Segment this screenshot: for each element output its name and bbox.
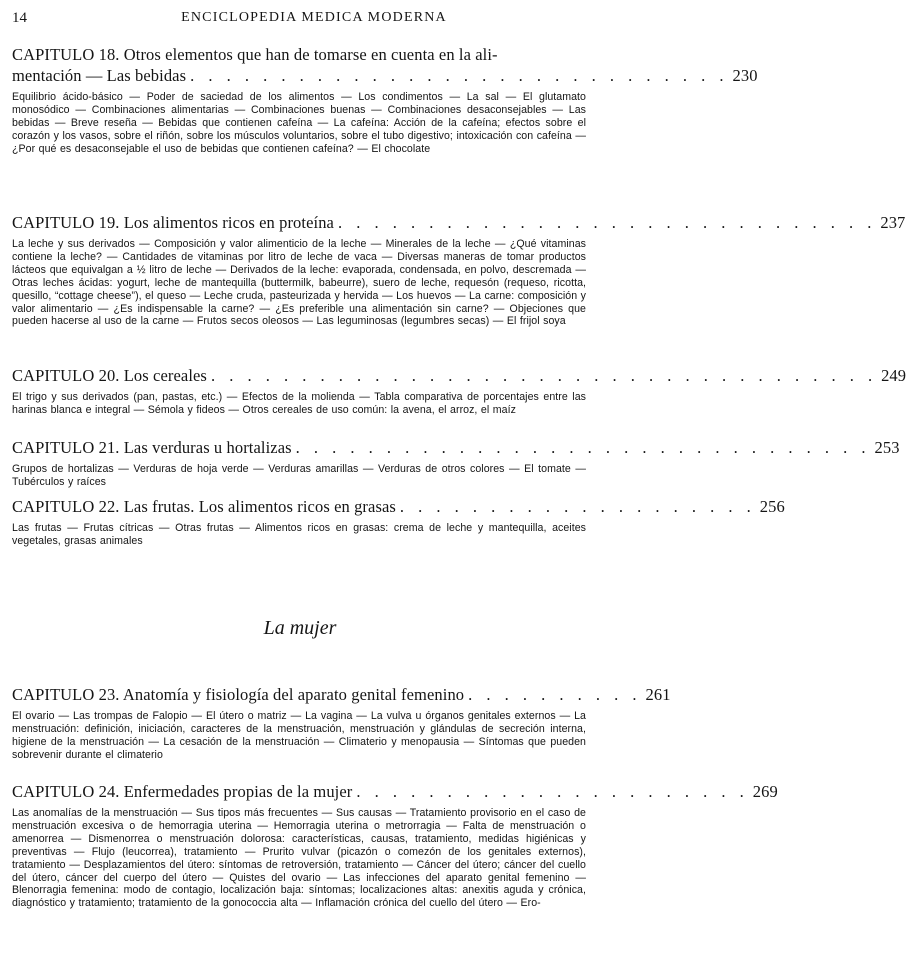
chapter-title: CAPITULO 19. Los alimentos ricos en proteína [12,213,334,232]
chapter-title: CAPITULO 20. Los cereales [12,366,207,385]
chapter-22 [12,496,785,548]
leader-dots: . . . . . . . . . . . . . . . . . . . . . . . . . . . . . . [190,66,729,85]
chapter-contents: Equilibrio ácido-básico — Poder de saciedad de los alimentos — Los condimentos — La sal — El glutamato monosódico — Combinaciones alimentarias — Combinaciones buenas — Combinaciones desaconsejables — Las bebidas — Breve reseña — Bebidas que contienen cafeína — La cafeína: Acción de la cafeína; efectos sobre el corazón y los vasos, sobre el riñón, sobre los músculos voluntarios, sobre el tubo digestivo; intoxicación con cafeína — ¿Por qué es desaconsejable el uso de bebidas que contienen cafeína? — El chocolate [12,91,586,155]
section-heading: La mujer [263,617,337,639]
chapter-19 [12,212,906,328]
chapter-title: CAPITULO 22. Las frutas. Los alimentos ricos en grasas [12,497,396,516]
chapter-title: CAPITULO 23. Anatomía y fisiología del aparato genital femenino [12,685,465,704]
chapter-contents: Las anomalías de la menstruación — Sus tipos más frecuentes — Sus causas — Tratamiento provisorio en el caso de menstruación excesiva o de hemorragia uterina — Hemorragia uterina o metrorragia — Falta de menstruación o amenorrea — Dismenorrea o menstruación dolorosa: características, causas, tratamiento, medidas higiénicas y preventivas — Flujo (leucorrea), tratamiento — Prurito vulvar (picazón o comezón de los genitales externos), tratamiento — Desplazamientos del útero: síntomas de retroversión, tratamiento — Cáncer del útero; cáncer del cuello del útero, cáncer del cuerpo del útero — Quistes del ovario — Las infecciones del aparato genital femenino — Blenorragia femenina: modo de contagio, localización baja: síntomas; localizaciones altas: anexitis aguda y crónica, diagnóstico y tratamiento; tratamiento de la gonococcia alta — Inflamación crónica del cuello del útero — Ero- [12,807,586,910]
leader-dots: . . . . . . . . . . . . . . . . . . . . . . [356,782,749,801]
chapter-contents: El trigo y sus derivados (pan, pastas, etc.) — Efectos de la molienda — Tabla comparativa de porcentajes entre las harinas blanca e integral — Sémola y fideos — Otros cereales de uso común: la avena, el arroz, el maíz [12,391,586,416]
leader-dots: . . . . . . . . . . [468,685,642,704]
leader-dots: . . . . . . . . . . . . . . . . . . . . . . . . . . . . . . . . . . . . . [210,366,878,385]
chapter-title-line-2: mentación — Las bebidas [12,66,187,85]
chapter-20 [12,365,906,417]
chapter-heading [12,44,758,86]
chapter-23 [12,684,671,762]
chapter-contents: Las frutas — Frutas cítricas — Otras frutas — Alimentos ricos en grasas: crema de leche y mantequilla, aceites vegetales, grasas animales [12,522,586,547]
chapter-heading [12,365,906,386]
page-number: 14 [12,10,27,26]
leader-dots: . . . . . . . . . . . . . . . . . . . . . . . . . . . . . . . . [295,438,871,457]
chapter-title-line-1: CAPITULO 18. Otros elementos que han de tomarse en cuenta en la ali- [12,45,498,64]
chapter-heading [12,496,785,517]
chapter-heading [12,437,900,458]
chapter-title: CAPITULO 24. Enfermedades propias de la mujer [12,782,353,801]
chapter-heading [12,684,671,705]
chapter-heading [12,212,906,233]
chapter-page-ref: 256 [759,497,785,516]
leader-dots: . . . . . . . . . . . . . . . . . . . . . . . . . . . . . . [337,213,877,232]
chapter-heading [12,781,778,802]
chapter-page-ref: 261 [645,685,671,704]
running-title: ENCICLOPEDIA MEDICA MODERNA [181,10,447,25]
chapter-page-ref: 253 [874,438,900,457]
chapter-page-ref: 230 [732,66,758,85]
leader-dots: . . . . . . . . . . . . . . . . . . . . [399,497,756,516]
chapter-24 [12,781,778,910]
chapter-contents: Grupos de hortalizas — Verduras de hoja verde — Verduras amarillas — Verduras de otros colores — El tomate — Tubérculos y raíces [12,463,586,488]
chapter-page-ref: 237 [880,213,906,232]
running-head [12,10,586,30]
chapter-page-ref: 249 [881,366,906,385]
chapter-title: CAPITULO 21. Las verduras u hortalizas [12,438,292,457]
chapter-contents: La leche y sus derivados — Composición y valor alimenticio de la leche — Minerales de la leche — ¿Qué vitaminas contiene la leche? — Cantidades de vitaminas por litro de leche de vaca — Diversas maneras de tomar productos lácteos que equivalgan a ½ litro de leche — Derivados de la leche: evaporada, condensada, en polvo, descremada — Otras leches ácidas: yogurt, leche de mantequilla (buttermilk, babeurre), suero de leche, requesón (requeso, ricotta, quesillo, “cottage cheese”), el queso — Leche cruda, pasteurizada y hervida — Los huevos — La carne: composición y valor alimentario — ¿Es indispensable la carne? — ¿Es preferible una alimentación sin carne? — Objeciones que pueden hacerse al uso de la carne — Frutos secos oleosos — Las leguminosas (legumbres secas) — El frijol soya [12,238,586,328]
chapter-18 [12,44,758,156]
chapter-21 [12,437,900,489]
chapter-page-ref: 269 [752,782,778,801]
chapter-contents: El ovario — Las trompas de Falopio — El útero o matriz — La vagina — La vulva u órganos genitales externos — La menstruación: definición, iniciación, caracteres de la menstruación, menstruación y glándulas de secreción interna, higiene de la menstruación — La cesación de la menstruación — Climaterio y menopausia — Síntomas que pueden sobrevenir durante el climaterio [12,710,586,761]
